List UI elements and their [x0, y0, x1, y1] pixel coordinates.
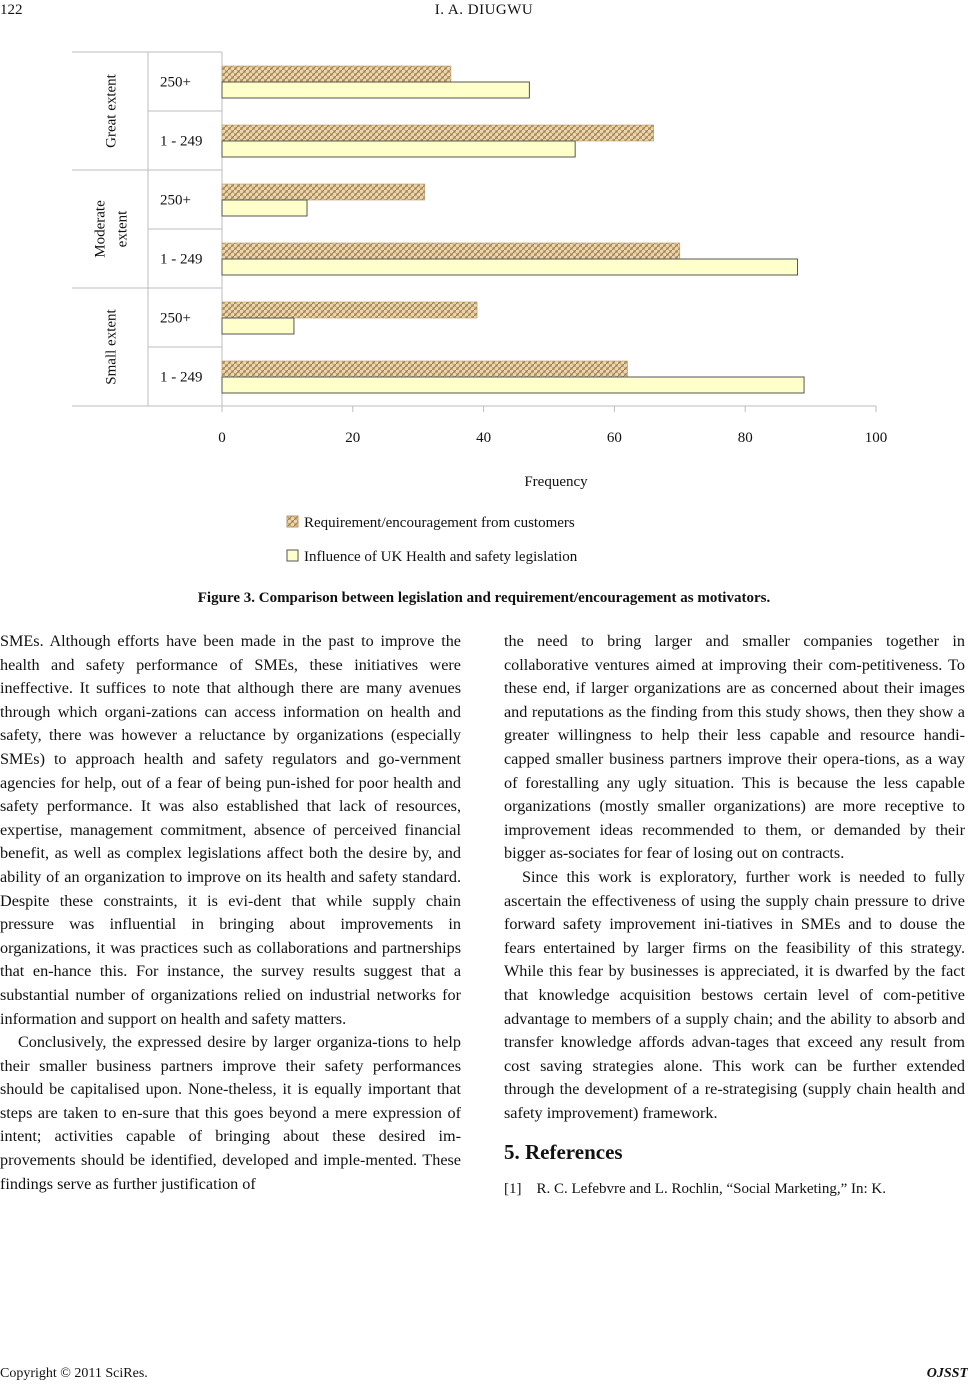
group-label: extent — [114, 210, 131, 248]
legend-entry: Requirement/encouragement from customers — [304, 515, 575, 531]
x-axis — [218, 406, 887, 490]
x-tick-label: 60 — [606, 430, 622, 446]
category-tick-label: 250+ — [160, 310, 191, 327]
footer-journal: OJSST — [926, 1366, 968, 1381]
page-number: 122 — [0, 2, 23, 18]
footer-copyright: Copyright © 2011 SciRes. — [0, 1366, 148, 1381]
legend-swatch — [287, 550, 298, 561]
bar-uk-legislation — [222, 141, 575, 157]
body-paragraph: Since this work is exploratory, further work is needed to fully ascertain the effectiveness of using the supply chain pressure to drive forward safety improvement ini-tiatives in SMEs and to douse the fears entertained by larger firms on the feasibility of this strategy. While this fear by businesses is appreciated, it is dwarfed by the fact that knowledge acquisition bestows certain level of com-petitive advantage to members of a supply chain; and the ability to absorb and transfer knowledge affords advan-tages that exceed any result from cost saving strategies alone. This work can be further extended through the development of a re-strategising (supply chain health and safety improvement) framework. — [504, 867, 965, 1122]
bar-requirement-customers — [222, 184, 425, 200]
body-right-column — [504, 630, 965, 1199]
bar-requirement-customers — [222, 66, 451, 82]
references-heading: 5. References — [504, 1140, 623, 1165]
x-axis-label: Frequency — [524, 474, 588, 490]
x-tick-label: 0 — [218, 430, 226, 446]
body-paragraph: SMEs. Although efforts have been made in the past to improve the health and safety performance of SMEs, these initiatives were ineffective. It suffices to note that although there are many avenues through which organi-zations can access information on health and safety, there was however a reluctance by organizations (especially SMEs) to approach health and safety regulators and go-vernment agencies for help, out of a fear of being pun-ished for poor health and safety performance. It was also established that lack of resources, expertise, management commitment, absence of perceived financial benefit, as well as complex legislations affect both the desire by, and ability of an organization to improve on its health and safety standard. Despite these constraints, it is evi-dent that while supply chain pressure was influential in bringing about improvements in organizations, it was practices such as collaborations and partnerships that en-hance this. For instance, the survey results suggest that a substantial number of organizations relied on industrial networks for information and support on health and safety matters. — [0, 632, 461, 1028]
category-tick-label: 1 - 249 — [160, 251, 203, 268]
running-header-author: I. A. DIUGWU — [434, 2, 534, 18]
bar-requirement-customers — [222, 125, 654, 141]
bar-chart — [0, 40, 968, 580]
bar-requirement-customers — [222, 243, 680, 259]
body-paragraph: Conclusively, the expressed desire by larger organiza-tions to help their smaller business partners improve their safety performances should be capitalised upon. None-theless, it is equally important that steps are taken to en-sure that this goes beyond a mere expression of intent; activities capable of bringing about these desired im-provements should be identified, developed and imple-mented. These findings serve as further justification of — [0, 1033, 461, 1193]
bar-series — [222, 66, 804, 393]
x-tick-label: 40 — [476, 430, 492, 446]
chart-frame — [72, 52, 876, 406]
legend-swatch — [287, 516, 298, 527]
bar-uk-legislation — [222, 377, 804, 393]
body-left-column — [0, 630, 461, 1196]
category-tick-label: 250+ — [160, 192, 191, 209]
bar-uk-legislation — [222, 82, 529, 98]
body-paragraph: the need to bring larger and smaller companies together in collaborative ventures aimed at improving their com-petitiveness. To these end, if larger organizations are as concerned about their images and reputations as the finding from this study shows, then they show a greater willingness to help their less capable and resource handi-capped smaller business partners improve their opera-tions, as a way of forestalling any ugly situation. This is because the less capable organizations (mostly smaller organizations) are more receptive to improvement ideas recommended to them, or demanded by their bigger as-sociates for fear of losing out on contracts. — [504, 632, 965, 863]
bar-requirement-customers — [222, 361, 627, 377]
category-tick-label: 1 - 249 — [160, 133, 203, 150]
figure-caption: Figure 3. Comparison between legislation and requirement/encouragement as motivators. — [197, 590, 771, 606]
x-tick-label: 20 — [345, 430, 361, 446]
bar-uk-legislation — [222, 259, 798, 275]
reference-item: [1] R. C. Lefebvre and L. Rochlin, “Social Marketing,” In: K. — [504, 1181, 886, 1198]
bar-requirement-customers — [222, 302, 477, 318]
bar-uk-legislation — [222, 318, 294, 334]
x-tick-label: 100 — [864, 430, 888, 446]
group-label: Great extent — [103, 74, 120, 148]
category-tick-label: 1 - 249 — [160, 369, 203, 386]
group-label: Moderate — [92, 200, 109, 258]
legend-entry: Influence of UK Health and safety legislation — [304, 549, 578, 565]
x-tick-label: 80 — [737, 430, 753, 446]
category-tick-label: 250+ — [160, 74, 191, 91]
legend — [287, 515, 578, 565]
group-label: Small extent — [103, 309, 120, 385]
bar-uk-legislation — [222, 200, 307, 216]
